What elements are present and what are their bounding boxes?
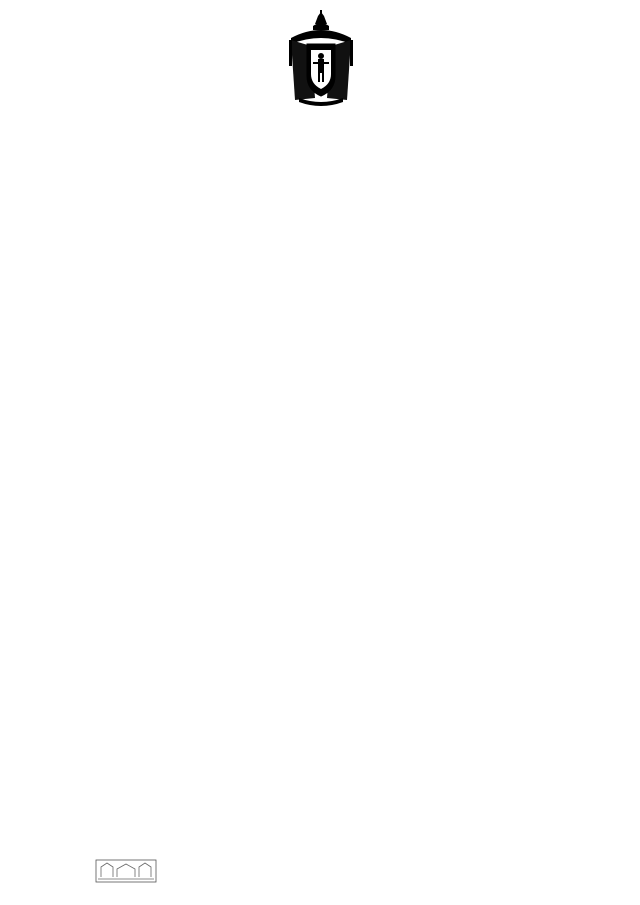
registry-stamp-icon xyxy=(95,859,157,883)
registration-footer xyxy=(95,857,395,885)
coat-of-arms-emblem xyxy=(285,10,357,106)
